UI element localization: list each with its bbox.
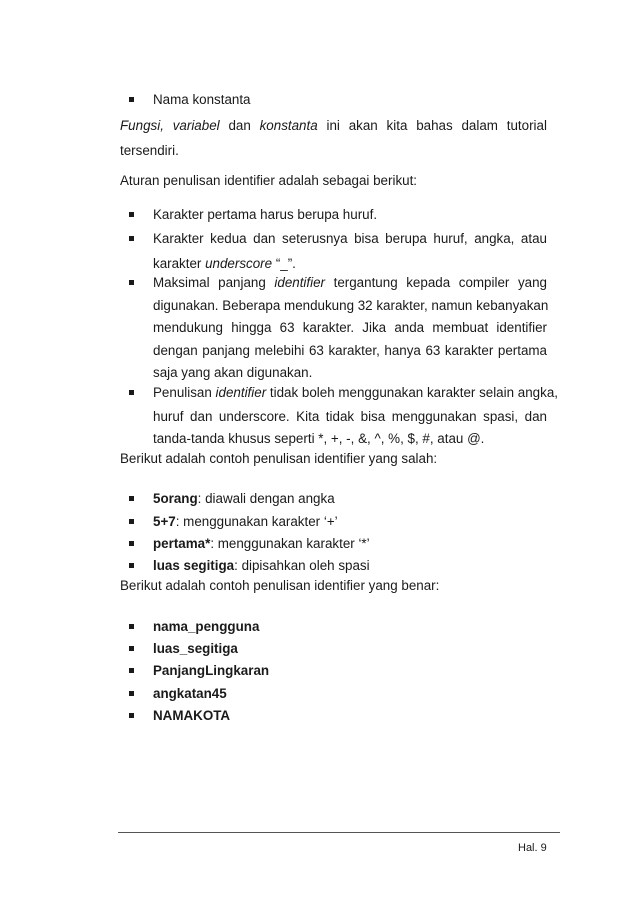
bullet-icon (129, 624, 134, 629)
list-item: 5+7: menggunakan karakter ‘+’ (153, 514, 338, 529)
page-number: Hal. 9 (518, 842, 547, 854)
list-item: luas_segitiga (153, 641, 238, 656)
bullet-icon (129, 280, 134, 285)
list-item: nama_pengguna (153, 619, 260, 634)
bullet-icon (129, 646, 134, 651)
footer-divider (118, 832, 560, 833)
list-item: luas segitiga: dipisahkan oleh spasi (153, 558, 370, 573)
list-item-continuation: dengan panjang melebihi 63 karakter, hanya 63 karakter pertama (153, 343, 547, 358)
list-item: Penulisan identifier tidak boleh menggunakan karakter selain angka, (153, 385, 558, 400)
right-examples-heading: Berikut adalah contoh penulisan identifier yang benar: (120, 578, 440, 593)
bullet-icon (129, 212, 134, 217)
bullet-icon (129, 390, 134, 395)
list-item: angkatan45 (153, 686, 227, 701)
list-item: Karakter pertama harus berupa huruf. (153, 207, 378, 222)
bullet-icon (129, 519, 134, 524)
bullet-icon (129, 496, 134, 501)
list-item-continuation: digunakan. Beberapa mendukung 32 karakter, namun kebanyakan (153, 298, 549, 313)
list-item-continuation: tanda-tanda khusus seperti *, +, -, &, ^, %, $, #, atau @. (153, 431, 485, 446)
list-item-continuation: karakter underscore “_”. (153, 256, 296, 271)
bullet-icon (129, 713, 134, 718)
bullet-icon (129, 691, 134, 696)
list-item-continuation: saja yang akan digunakan. (153, 365, 313, 380)
list-item: pertama*: menggunakan karakter ‘*’ (153, 536, 370, 551)
intro-paragraph-line1: Fungsi, variabel dan konstanta ini akan kita bahas dalam tutorial (120, 118, 547, 133)
wrong-examples-heading: Berikut adalah contoh penulisan identifier yang salah: (120, 451, 438, 466)
intro-paragraph-line2: tersendiri. (120, 143, 179, 158)
bullet-icon (129, 541, 134, 546)
list-item: Maksimal panjang identifier tergantung kepada compiler yang (153, 275, 547, 290)
list-item-continuation: huruf dan underscore. Kita tidak bisa menggunakan spasi, dan (153, 409, 547, 424)
bullet-icon (129, 668, 134, 673)
bullet-icon (129, 563, 134, 568)
list-item: 5orang: diawali dengan angka (153, 491, 335, 506)
rules-heading: Aturan penulisan identifier adalah sebagai berikut: (120, 173, 418, 188)
bullet-icon (129, 97, 134, 102)
list-item: NAMAKOTA (153, 708, 231, 723)
list-item: Nama konstanta (153, 92, 251, 107)
bullet-icon (129, 236, 134, 241)
list-item: PanjangLingkaran (153, 663, 270, 678)
list-item-continuation: mendukung hingga 63 karakter. Jika anda membuat identifier (153, 320, 547, 335)
list-item: Karakter kedua dan seterusnya bisa berupa huruf, angka, atau (153, 231, 547, 246)
